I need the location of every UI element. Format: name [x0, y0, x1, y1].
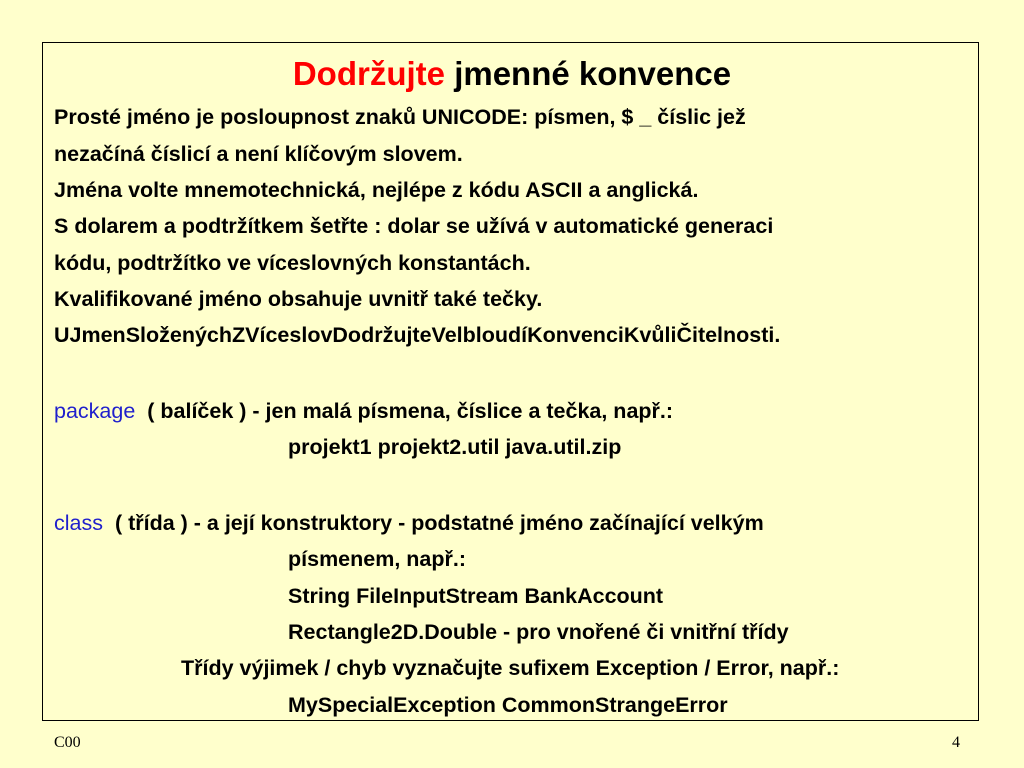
rule-line-6: Kvalifikované jméno obsahuje uvnitř také tečky.: [54, 287, 543, 311]
rule-line-5: kódu, podtržítko ve víceslovných konstantách.: [54, 251, 531, 275]
class-examples-2: Rectangle2D.Double - pro vnořené či vnitřní třídy: [288, 620, 789, 644]
exceptions-examples: MySpecialException CommonStrangeError: [288, 693, 728, 717]
class-keyword: class: [54, 511, 103, 535]
title-rest: jmenné konvence: [454, 55, 732, 92]
package-rule: [54, 398, 673, 424]
class-continuation: písmenem, např.:: [288, 547, 467, 571]
class-rule: [54, 510, 764, 536]
package-description: ( balíček ) - jen malá písmena, číslice a tečka, např.:: [147, 399, 674, 423]
package-examples: projekt1 projekt2.util java.util.zip: [288, 435, 622, 459]
page-number: 4: [952, 734, 960, 751]
rule-line-2: nezačíná číslicí a není klíčovým slovem.: [54, 142, 463, 166]
class-description: ( třída ) - a její konstruktory - podstatné jméno začínající velkým: [114, 511, 764, 535]
package-keyword: package: [54, 399, 136, 423]
rule-line-4: S dolarem a podtržítkem šetřte : dolar se užívá v automatické generaci: [54, 214, 774, 238]
title-accent: Dodržujte: [292, 55, 446, 92]
rule-line-1: Prosté jméno je posloupnost znaků UNICODE: písmen, $ _ číslic jež: [54, 105, 746, 129]
class-examples-1: String FileInputStream BankAccount: [288, 584, 664, 608]
rule-line-7: UJmenSloženýchZVíceslovDodržujteVelbloudíKonvenciKvůliČitelnosti.: [54, 323, 781, 347]
slide-title: [0, 54, 1024, 94]
rule-line-3: Jména volte mnemotechnická, nejlépe z kódu ASCII a anglická.: [54, 178, 699, 202]
exceptions-rule: Třídy výjimek / chyb vyznačujte sufixem Exception / Error, např.:: [181, 656, 840, 680]
footer-label: C00: [54, 734, 81, 751]
